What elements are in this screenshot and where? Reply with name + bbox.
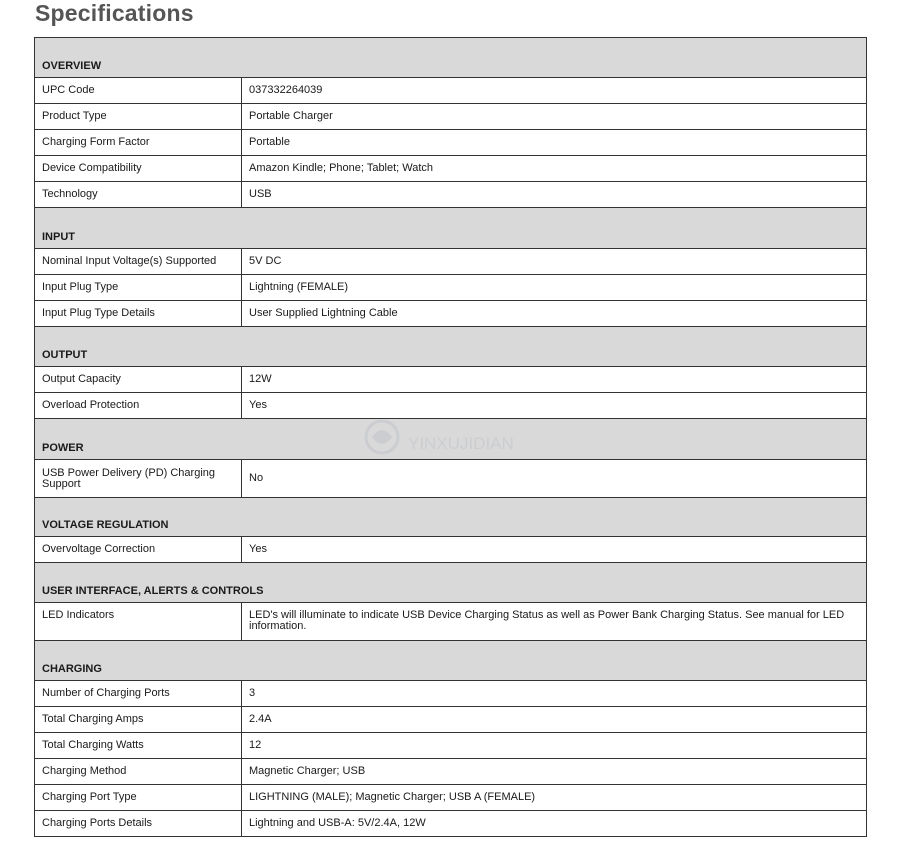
section-heading: POWER [35, 419, 867, 460]
table-row [35, 460, 867, 498]
table-row [35, 733, 867, 759]
section-heading: OUTPUT [35, 327, 867, 367]
section-output [35, 327, 867, 367]
spec-label: Nominal Input Voltage(s) Supported [35, 249, 242, 275]
table-row [35, 249, 867, 275]
spec-label: Charging Port Type [35, 785, 242, 811]
section-heading: USER INTERFACE, ALERTS & CONTROLS [35, 563, 867, 603]
spec-value: 3 [242, 681, 867, 707]
spec-value: 12W [242, 367, 867, 393]
spec-value: LED's will illuminate to indicate USB Device Charging Status as well as Power Bank Charging Status. See manual for LED information. [242, 603, 867, 641]
table-row [35, 367, 867, 393]
table-row [35, 785, 867, 811]
section-charging [35, 641, 867, 681]
spec-label: USB Power Delivery (PD) Charging Support [35, 460, 242, 498]
spec-label: Technology [35, 182, 242, 208]
section-heading: VOLTAGE REGULATION [35, 498, 867, 537]
section-overview [35, 38, 867, 78]
table-row [35, 301, 867, 327]
table-row [35, 182, 867, 208]
spec-value: User Supplied Lightning Cable [242, 301, 867, 327]
spec-value: No [242, 460, 867, 498]
spec-value: 5V DC [242, 249, 867, 275]
spec-label: Charging Method [35, 759, 242, 785]
spec-value: Lightning and USB-A: 5V/2.4A, 12W [242, 811, 867, 837]
spec-value: Yes [242, 537, 867, 563]
spec-value: 037332264039 [242, 78, 867, 104]
section-heading: CHARGING [35, 641, 867, 681]
table-row [35, 811, 867, 837]
spec-label: Input Plug Type [35, 275, 242, 301]
section-user-interface [35, 563, 867, 603]
spec-label: Total Charging Amps [35, 707, 242, 733]
table-row [35, 104, 867, 130]
spec-value: Lightning (FEMALE) [242, 275, 867, 301]
section-input [35, 208, 867, 249]
section-voltage-regulation [35, 498, 867, 537]
spec-label: LED Indicators [35, 603, 242, 641]
page-title: Specifications [35, 0, 194, 26]
spec-value: 2.4A [242, 707, 867, 733]
spec-label: Total Charging Watts [35, 733, 242, 759]
spec-label: Overvoltage Correction [35, 537, 242, 563]
section-heading: OVERVIEW [35, 38, 867, 78]
table-row [35, 759, 867, 785]
table-row [35, 130, 867, 156]
spec-value: Magnetic Charger; USB [242, 759, 867, 785]
spec-label: Input Plug Type Details [35, 301, 242, 327]
table-row [35, 275, 867, 301]
spec-label: Product Type [35, 104, 242, 130]
spec-label: Charging Form Factor [35, 130, 242, 156]
table-row [35, 603, 867, 641]
spec-value: Portable Charger [242, 104, 867, 130]
spec-label: Number of Charging Ports [35, 681, 242, 707]
spec-label: Device Compatibility [35, 156, 242, 182]
spec-label: Overload Protection [35, 393, 242, 419]
spec-value: Yes [242, 393, 867, 419]
table-row [35, 393, 867, 419]
table-row [35, 156, 867, 182]
spec-value: Portable [242, 130, 867, 156]
table-row [35, 707, 867, 733]
spec-value: 12 [242, 733, 867, 759]
table-row [35, 537, 867, 563]
spec-label: Charging Ports Details [35, 811, 242, 837]
spec-value: Amazon Kindle; Phone; Tablet; Watch [242, 156, 867, 182]
spec-value: LIGHTNING (MALE); Magnetic Charger; USB A (FEMALE) [242, 785, 867, 811]
table-row [35, 681, 867, 707]
section-power [35, 419, 867, 460]
spec-label: UPC Code [35, 78, 242, 104]
table-row [35, 78, 867, 104]
spec-label: Output Capacity [35, 367, 242, 393]
section-heading: INPUT [35, 208, 867, 249]
specifications-table [34, 37, 867, 837]
spec-value: USB [242, 182, 867, 208]
